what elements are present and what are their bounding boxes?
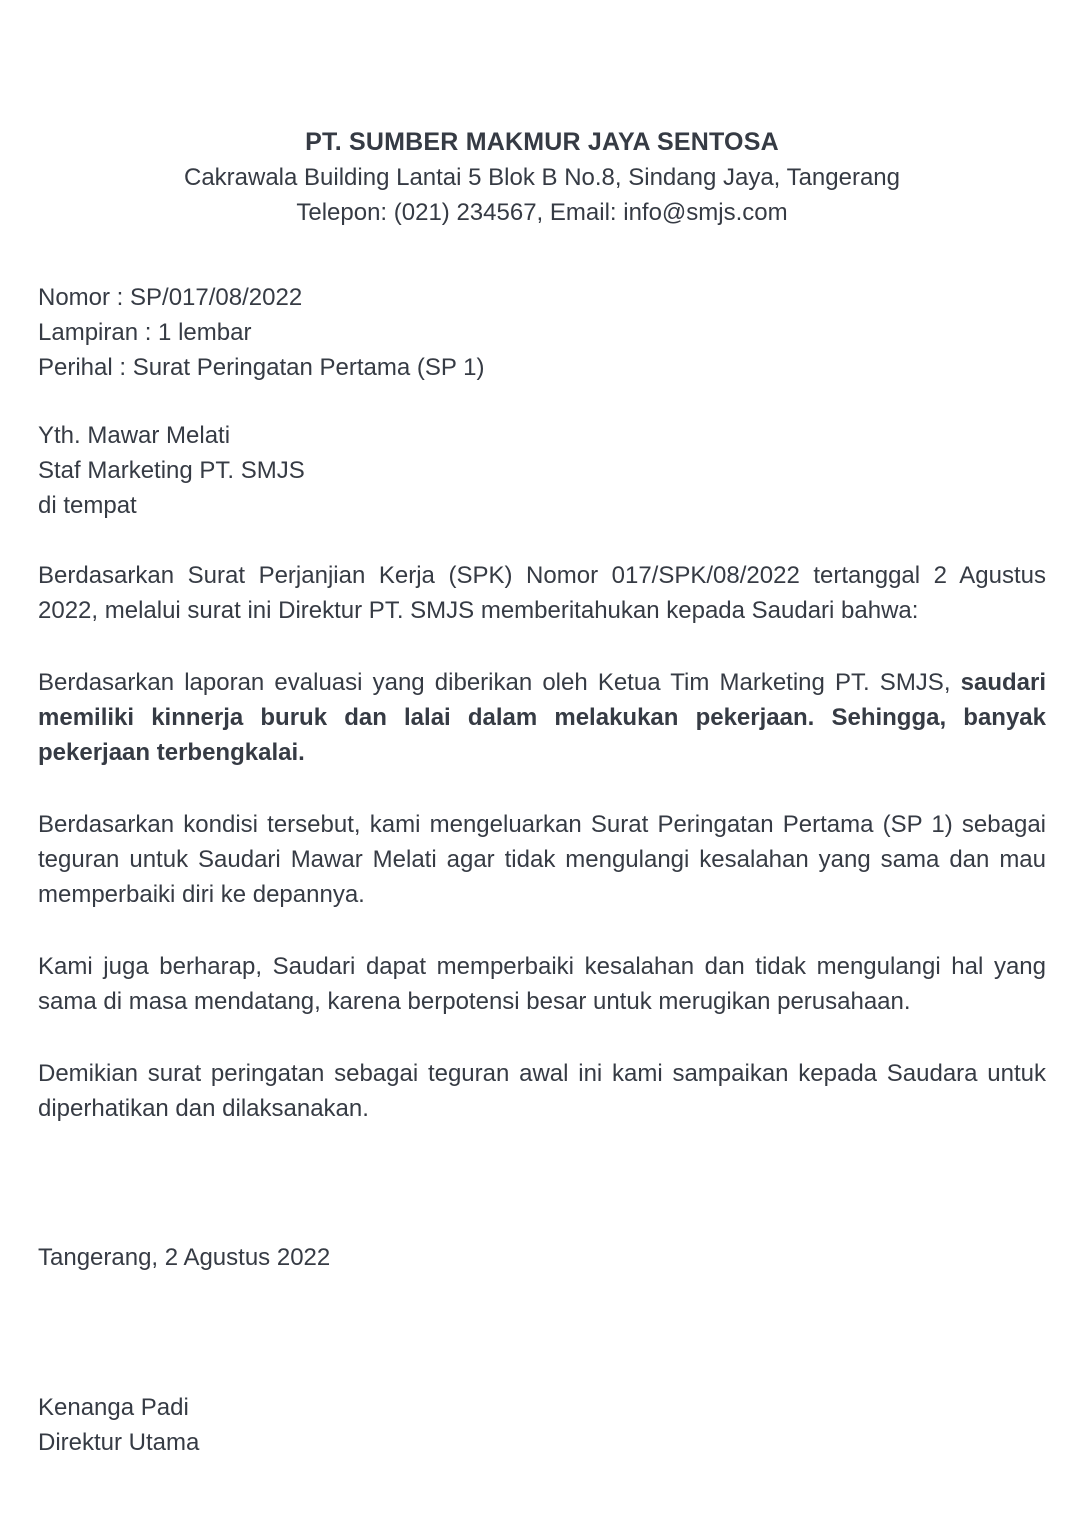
recipient-name: Yth. Mawar Melati xyxy=(38,422,231,449)
body-paragraph-2-bold: saudari memiliki kinnerja buruk dan lalai dalam melakukan pekerjaan. Sehingga, banyak pekerjaan terbengkalai. xyxy=(38,669,1046,766)
company-contact: Telepon: (021) 234567, Email: info@smjs.com xyxy=(296,199,788,226)
body-paragraph-3: Berdasarkan kondisi tersebut, kami mengeluarkan Surat Peringatan Pertama (SP 1) sebagai teguran untuk Saudari Mawar Melati agar tidak mengulangi kesalahan yang sama dan mau memperbaiki diri ke depannya. xyxy=(38,811,1046,908)
letter-number: Nomor : SP/017/08/2022 xyxy=(38,284,303,311)
recipient-place: di tempat xyxy=(38,492,137,519)
body-paragraph-1: Berdasarkan Surat Perjanjian Kerja (SPK) Nomor 017/SPK/08/2022 tertanggal 2 Agustus 2022, melalui surat ini Direktur PT. SMJS memberitahukan kepada Saudari bahwa: xyxy=(38,562,1046,624)
body-paragraph-2 xyxy=(38,665,1046,770)
body-paragraph-5: Demikian surat peringatan sebagai teguran awal ini kami sampaikan kepada Saudara untuk diperhatikan dan dilaksanakan. xyxy=(38,1060,1046,1122)
body-paragraph-2-normal: Berdasarkan laporan evaluasi yang diberikan oleh Ketua Tim Marketing PT. SMJS, xyxy=(38,669,961,696)
company-address: Cakrawala Building Lantai 5 Blok B No.8, Sindang Jaya, Tangerang xyxy=(183,164,900,191)
letter-subject: Perihal : Surat Peringatan Pertama (SP 1) xyxy=(38,354,485,381)
signature-block xyxy=(38,1390,1046,1460)
recipient-block xyxy=(38,418,1046,523)
body-paragraph-4: Kami juga berharap, Saudari dapat memperbaiki kesalahan dan tidak mengulangi hal yang sama di masa mendatang, karena berpotensi besar untuk merugikan perusahaan. xyxy=(38,953,1046,1015)
letterhead xyxy=(38,125,1046,230)
dateline: Tangerang, 2 Agustus 2022 xyxy=(38,1244,331,1271)
recipient-position: Staf Marketing PT. SMJS xyxy=(38,457,305,484)
letter-meta xyxy=(38,280,1046,385)
letter-attachment: Lampiran : 1 lembar xyxy=(38,319,252,346)
signer-title: Direktur Utama xyxy=(38,1429,200,1456)
company-name: PT. SUMBER MAKMUR JAYA SENTOSA xyxy=(305,128,779,156)
signer-name: Kenanga Padi xyxy=(38,1394,189,1421)
